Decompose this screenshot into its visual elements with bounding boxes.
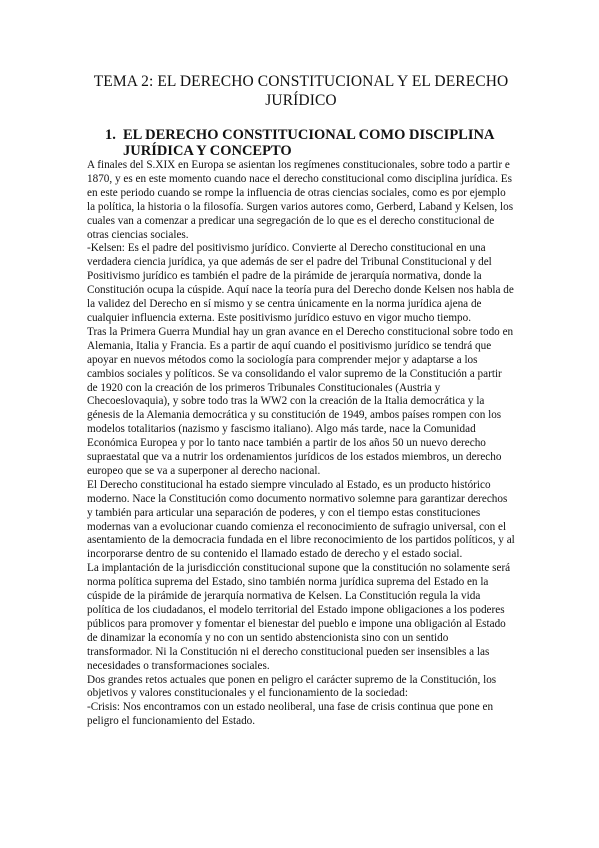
paragraph: Tras la Primera Guerra Mundial hay un gran avance en el Derecho constitucional sobre todo en Alemania, Italia y Francia. Es a partir de aquí cuando el positivismo jurídico se tendrá que apoyar en nuevos métodos como la sociología para comprender mejor y adaptarse a los cambios sociales y políticos. Se va consolidando el valor supremo de la Constitución a partir de 1920 con la creación de los primeros Tribunales Constitucionales (Austria y Checoeslovaquia), y sobre todo tras la WW2 con la creación de la Italia democrática y la génesis de la Alemania democrática y su constitución de 1949, ambos países rompen con los modelos totalitarios (nazismo y fascismo italiano). Algo más tarde, nace la Comunidad Económica Europea y por lo tanto nace también a partir de los años 50 un nuevo derecho supraestatal que va a nutrir los ordenamientos jurídicos de los estados miembros, un derecho europeo que se va a superponer al derecho nacional. [87,325,514,477]
paragraph: -Crisis: Nos encontramos con un estado neoliberal, una fase de crisis continua que pone en peligro el funcionamiento del Estado. [87,701,494,728]
document-title: TEMA 2: EL DERECHO CONSTITUCIONAL Y EL DERECHO JURÍDICO [93,73,509,109]
section-number: 1. [105,127,116,143]
paragraph: La implantación de la jurisdicción constitucional supone que la constitución no solamente será norma política suprema del Estado, sino también norma jurídica suprema del Estado en la cúspide de la pirámide de jerarquía normativa de Kelsen. La Constitución regula la vida política de los ciudadanos, el modelo territorial del Estado impone obligaciones a los poderes públicos para promover y fomentar el bienestar del pueblo e impone una obligación al Estado de dinamizar la economía y no con un sentido abstencionista sino con un sentido transformador. Ni la Constitución ni el derecho constitucional pueden ser insensibles a las necesidades o transformaciones sociales. [87,562,511,672]
paragraph: -Kelsen: Es el padre del positivismo jurídico. Convierte al Derecho constitucional en una verdadera ciencia jurídica, ya que además de ser el padre del Tribunal Constitucional y del Positivismo jurídico es también el padre de la pirámide de jerarquía normativa, donde la Constitución ocupa la cúspide. Aquí nace la teoría pura del Derecho donde Kelsen nos habla de la validez del Derecho en sí mismo y se centra únicamente en la norma jurídica ajena de cualquier influencia externa. Este positivismo jurídico estuvo en vigor mucho tiempo. [87,242,514,324]
section-heading [87,127,515,159]
paragraph: El Derecho constitucional ha estado siempre vinculado al Estado, es un producto histórico moderno. Nace la Constitución como documento normativo solemne para garantizar derechos y también para articular una separación de poderes, y con el tiempo estas constituciones modernas van a evolucionar cuando comienza el reconocimiento de sufragio universal, con el asentamiento de la democracia fundada en el libre reconocimiento de los partidos políticos, y al incorporarse dentro de su contenido el llamado estado de derecho y el estado social. [87,478,515,561]
paragraph: A finales del S.XIX en Europa se asientan los regímenes constitucionales, sobre todo a partir e 1870, y es en este momento cuando nace el derecho constitucional como disciplina jurídica. Es en este periodo cuando se rompe la influencia de otras ciencias sociales, como es por ejemplo la política, la historia o la filosofía. Surgen varios autores como, Gerberd, Laband y Kelsen, los cuales van a comenzar a predicar una segregación de lo que es el derecho constitucional de otras ciencias sociales. [87,159,514,241]
paragraph: Dos grandes retos actuales que ponen en peligro el carácter supremo de la Constitución, los objetivos y valores constitucionales y el funcionamiento de la sociedad: [87,673,497,700]
section-heading-text: EL DERECHO CONSTITUCIONAL COMO DISCIPLINA JURÍDICA Y CONCEPTO [123,127,494,159]
document-body [87,159,515,729]
